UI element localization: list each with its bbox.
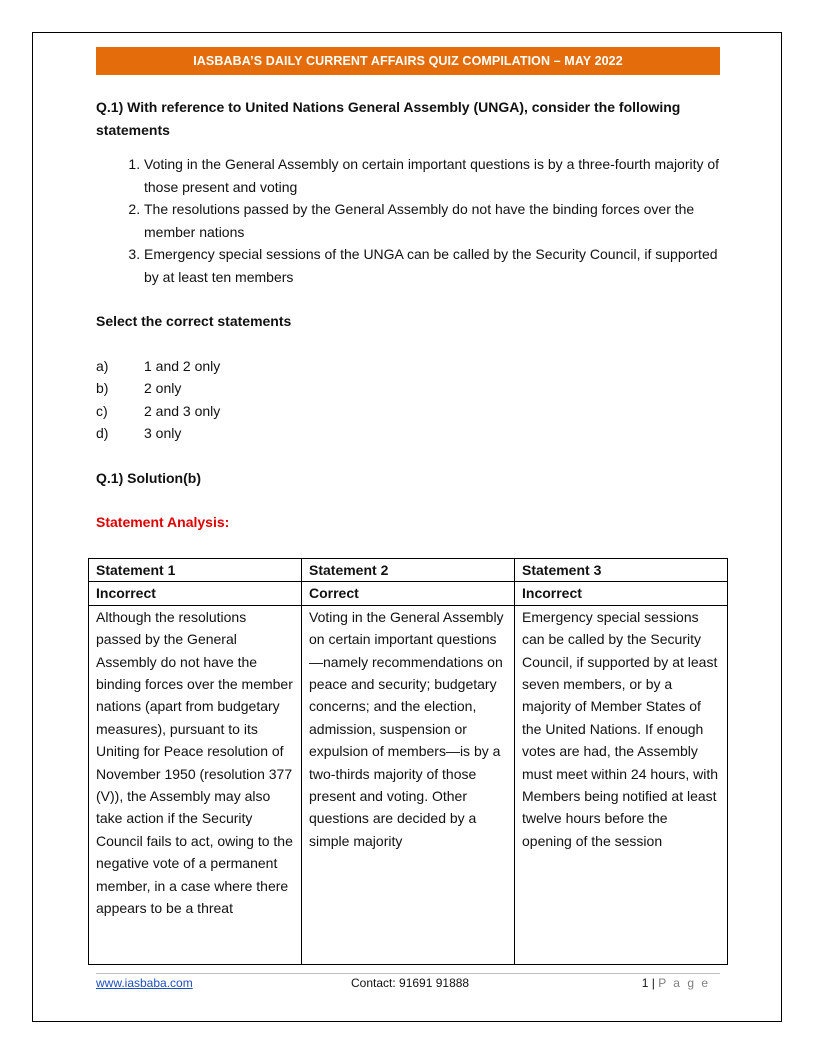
- statement-item: 3. Emergency special sessions of the UNGA can be called by the Security Council, if supported by at least ten members: [144, 243, 724, 288]
- table-explanation-row: [89, 605, 728, 964]
- option-c: [96, 400, 724, 423]
- question-section: [96, 96, 724, 534]
- page-word: P a g e: [658, 976, 710, 990]
- option-letter: d): [96, 425, 109, 441]
- option-a: [96, 355, 724, 378]
- footer-divider: [96, 973, 720, 974]
- question-title: Q.1) With reference to United Nations General Assembly (UNGA), consider the following statements: [96, 99, 681, 138]
- option-letter: c): [96, 402, 108, 419]
- option-text: 2 only: [144, 380, 182, 396]
- page-number: [642, 976, 710, 990]
- statement-list: [96, 153, 724, 288]
- table-verdict-row: [89, 582, 728, 605]
- table-header-cell: Statement 1: [89, 559, 302, 582]
- explanation-cell: Voting in the General Assembly on certain important questions—namely recommendations on peace and security; budgetary concerns; and the election, admission, suspension or expulsion of members—is by a two-thirds majority of those present and voting. Other questions are decided by a simple majority: [302, 605, 515, 964]
- option-list: [96, 355, 724, 445]
- option-text: 1 and 2 only: [144, 357, 221, 374]
- solution-title: Q.1) Solution(b): [96, 469, 201, 486]
- verdict-cell: Incorrect: [89, 582, 302, 605]
- option-letter: b): [96, 380, 109, 396]
- select-label: Select the correct statements: [96, 313, 292, 329]
- header-banner: IASBABA’S DAILY CURRENT AFFAIRS QUIZ COMPILATION – MAY 2022: [96, 47, 720, 75]
- statement-analysis-table: [88, 558, 728, 965]
- option-letter: a): [96, 357, 109, 374]
- option-d: [96, 422, 724, 445]
- table-header-row: [89, 559, 728, 582]
- option-text: 3 only: [144, 425, 182, 441]
- option-b: [96, 377, 724, 400]
- option-text: 2 and 3 only: [144, 402, 221, 419]
- statement-item: 1. Voting in the General Assembly on certain important questions is by a three-fourth majority of those present and voting: [144, 153, 724, 198]
- statement-analysis-label: Statement Analysis:: [96, 514, 230, 530]
- page-number-value: 1: [641, 976, 649, 990]
- table-header-cell: Statement 3: [515, 559, 728, 582]
- page-separator: |: [651, 976, 655, 990]
- page-footer: [96, 976, 720, 994]
- explanation-cell: Although the resolutions passed by the General Assembly do not have the binding forces over the member nations (apart from budgetary measures), pursuant to its Uniting for Peace resolution of November 1950 (resolution 377 (V)), the Assembly may also take action if the Security Council fails to act, owing to the negative vote of a permanent member, in a case where there appears to be a threat: [89, 605, 302, 964]
- explanation-cell: Emergency special sessions can be called by the Security Council, if supported by at least seven members, or by a majority of Member States of the United Nations. If enough votes are had, the Assembly must meet within 24 hours, with Members being notified at least twelve hours before the opening of the session: [515, 605, 728, 964]
- website-link[interactable]: www.iasbaba.com: [96, 976, 193, 990]
- statement-item: 2. The resolutions passed by the General Assembly do not have the binding forces over the member nations: [144, 198, 724, 243]
- verdict-cell: Incorrect: [515, 582, 728, 605]
- verdict-cell: Correct: [302, 582, 515, 605]
- table-header-cell: Statement 2: [302, 559, 515, 582]
- contact-info: Contact: 91691 91888: [351, 976, 470, 990]
